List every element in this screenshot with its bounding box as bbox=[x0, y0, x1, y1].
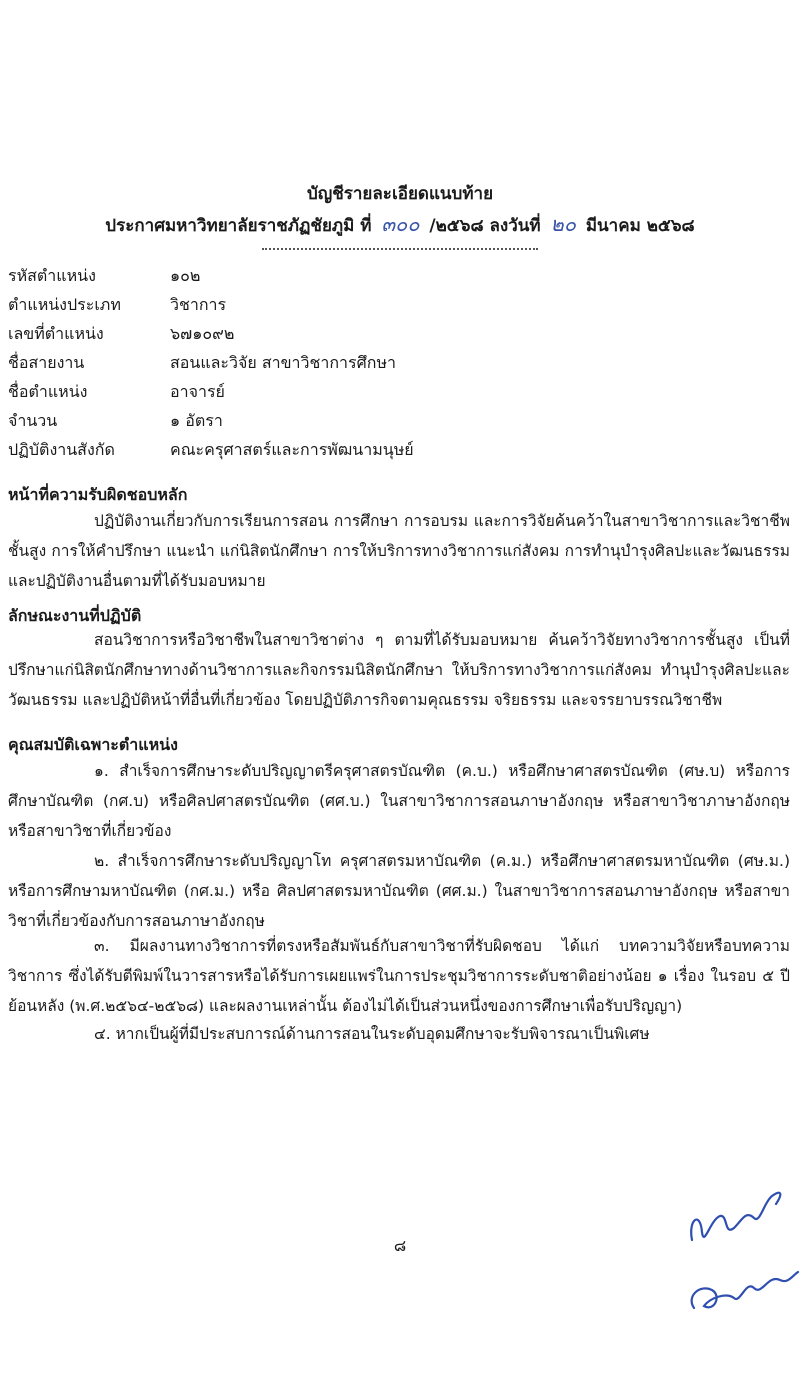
duties-paragraph: ปฏิบัติงานเกี่ยวกับการเรียนการสอน การศึกษา การอบรม และการวิจัยค้นคว้าในสาขาวิชาการและวิชาชีพชั้นสูง การให้คำปรึกษา แนะนำ แก่นิสิตนักศึกษา การให้บริการทางวิชาการแก่สังคม การทำนุบำรุงศิลปะและวัฒนธรรม และปฏิบัติงานอื่นตามที่ได้รับมอบหมาย bbox=[8, 512, 790, 590]
qualifications-heading: คุณสมบัติเฉพาะตำแหน่ง bbox=[8, 735, 178, 754]
info-label: รหัสตำแหน่ง bbox=[8, 266, 96, 285]
announcement-date-suffix: มีนาคม ๒๕๖๘ bbox=[585, 216, 695, 236]
handwritten-day: ๒๐ bbox=[550, 212, 576, 236]
info-value: ๑ อัตรา bbox=[170, 411, 223, 430]
qualification-item-3: ๓. มีผลงานทางวิชาการที่ตรงหรือสัมพันธ์กับสาขาวิชาที่รับผิดชอบ ได้แก่ บทความวิจัยหรือบทความวิชาการ ซึ่งได้รับตีพิมพ์ในวารสารหรือได้รับการเผยแพร่ในการประชุมวิชาการระดับชาติอย่างน้อย ๑ เรื่อง ในรอบ ๕ ปีย้อนหลัง (พ.ศ.๒๕๖๔-๒๕๖๘) และผลงานเหล่านั้น ต้องไม่ได้เป็นส่วนหนึ่งของการศึกษาเพื่อรับปริญญา) bbox=[8, 937, 790, 1015]
qualification-item-2: ๒. สำเร็จการศึกษาระดับปริญญาโท ครุศาสตรมหาบัณฑิต (ค.ม.) หรือศึกษาศาสตรมหาบัณฑิต (ศษ.ม.) หรือการศึกษามหาบัณฑิต (กศ.ม.) หรือ ศิลปศาสตรมหาบัณฑิต (ศศ.ม.) ในสาขาวิชาการสอนภาษาอังกฤษ หรือสาขาวิชาที่เกี่ยวข้องกับการสอนภาษาอังกฤษ bbox=[8, 852, 790, 930]
qualification-item-1: ๑. สำเร็จการศึกษาระดับปริญญาตรีครุศาสตรบัณฑิต (ค.บ.) หรือศึกษาศาสตรบัณฑิต (ศษ.บ) หรือการศึกษาบัณฑิต (กศ.บ) หรือศิลปศาสตรบัณฑิต (ศศ.บ.) ในสาขาวิชาการสอนภาษาอังกฤษ หรือสาขาวิชาภาษาอังกฤษ หรือสาขาวิชาที่เกี่ยวข้อง bbox=[8, 762, 790, 840]
document-title: บัญชีรายละเอียดแนบท้าย bbox=[306, 184, 494, 204]
page-number: ๘ bbox=[393, 1236, 407, 1255]
nature-paragraph: สอนวิชาการหรือวิชาชีพในสาขาวิชาต่าง ๆ ตามที่ได้รับมอบหมาย ค้นคว้าวิจัยทางวิชาการชั้นสูง เป็นที่ปรึกษาแก่นิสิตนักศึกษาทางด้านวิชาการและกิจกรรมนิสิตนักศึกษา ให้บริการทางวิชาการแก่สังคม ทำนุบำรุงศิลปะและวัฒนธรรม และปฏิบัติหน้าที่อื่นที่เกี่ยวข้อง โดยปฏิบัติภารกิจตามคุณธรรม จริยธรรม และจรรยาบรรณวิชาชีพ bbox=[8, 631, 790, 709]
qualification-item-4: ๔. หากเป็นผู้ที่มีประสบการณ์ด้านการสอนในระดับอุดมศึกษาจะรับพิจารณาเป็นพิเศษ bbox=[94, 1025, 650, 1043]
duties-heading: หน้าที่ความรับผิดชอบหลัก bbox=[8, 485, 188, 504]
announcement-prefix: ประกาศมหาวิทยาลัยราชภัฏชัยภูมิ ที่ bbox=[105, 216, 372, 236]
info-label: ชื่อสายงาน bbox=[8, 353, 85, 372]
handwritten-signature bbox=[680, 1180, 800, 1330]
info-value: วิชาการ bbox=[170, 295, 227, 314]
announcement-number-suffix: /๒๕๖๘ ลงวันที่ bbox=[429, 216, 541, 236]
info-value: อาจารย์ bbox=[170, 382, 225, 401]
dotted-divider bbox=[262, 248, 538, 250]
info-label: ชื่อตำแหน่ง bbox=[8, 382, 88, 401]
info-label: จำนวน bbox=[8, 411, 58, 430]
info-value: คณะครุศาสตร์และการพัฒนามนุษย์ bbox=[170, 440, 414, 459]
nature-heading: ลักษณะงานที่ปฏิบัติ bbox=[8, 606, 142, 625]
announcement-line bbox=[0, 208, 800, 240]
handwritten-number: ๓๐๐ bbox=[381, 212, 420, 236]
info-value: สอนและวิจัย สาขาวิชาการศึกษา bbox=[170, 353, 396, 372]
info-value: ๖๗๑๐๙๒ bbox=[170, 324, 235, 343]
info-label: ปฏิบัติงานสังกัด bbox=[8, 440, 115, 459]
info-label: เลขที่ตำแหน่ง bbox=[8, 324, 104, 343]
info-label: ตำแหน่งประเภท bbox=[8, 295, 121, 314]
info-value: ๑๐๒ bbox=[170, 266, 201, 285]
